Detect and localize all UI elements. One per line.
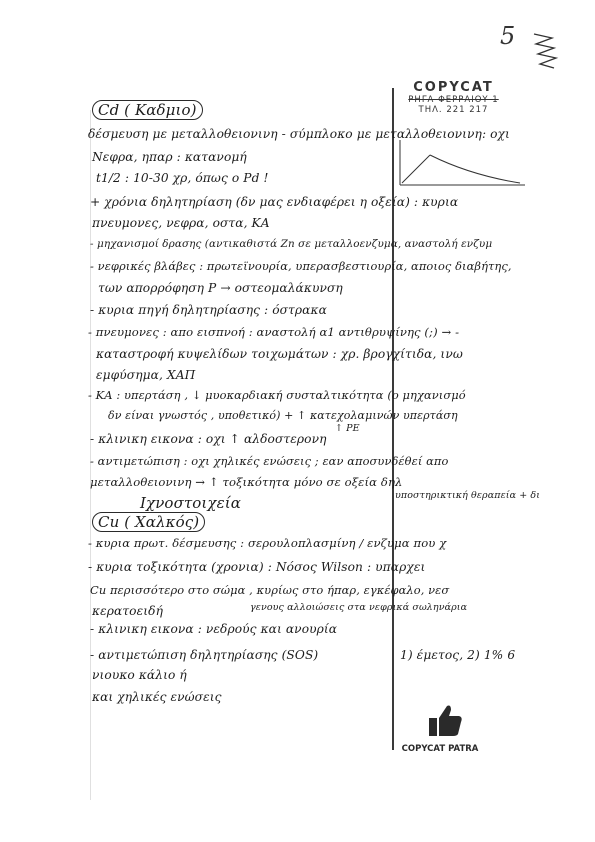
note-line-21: υποστηρικτική θεραπεία + δι [395, 490, 541, 501]
note-line-28: - κλινικη εικονα : νεδρούς και ανουρία [90, 622, 338, 636]
thumbs-up-icon [425, 700, 465, 740]
note-line-2: δέσμευση με μεταλλοθειονινη - σύμπλοκο με μεταλλοθειονινη: οχι [88, 127, 510, 141]
note-line-4: t1/2 : 10-30 χρ, όπως ο Pd ! [96, 171, 269, 185]
stamp-phone: ΤΗΛ. 221 217 [418, 105, 489, 115]
copycat-logo [401, 700, 480, 754]
note-line-5: + χρόνια δηλητηρίαση (δν μας ενδιαφέρει η οξεία) : κυρια [90, 195, 459, 209]
note-line-16: ↑ PE [335, 423, 360, 434]
note-line-19: μεταλλοθειονινη → ↑ τοξικότητα μόνο σε οξεία δηλ [90, 475, 403, 489]
note-line-32: και χηλικές ενώσεις [92, 690, 222, 704]
note-line-13: εμφύσημα, ΧΑΠ [96, 368, 196, 382]
note-line-25: Cu περισσότερο στο σώμα , κυρίως στο ήπαρ, εγκέφαλο, νεσ [90, 583, 450, 597]
copycat-stamp [396, 80, 511, 115]
note-line-24: - κυρια τοξικότητα (χρονια) : Νόσος Wilson : υπαρχει [88, 560, 426, 574]
note-line-9: των απορρόφηση P → οστεομαλάκυνση [98, 281, 343, 295]
stamp-name: COPYCAT [413, 80, 494, 95]
note-line-7: - μηχανισμοί δρασης (αντικαθιστά Zn σε μεταλλοενζυμα, αναστολή ενζυμ [90, 238, 493, 250]
section-heading: Ιχνοστοιχεία [140, 494, 241, 512]
note-line-11: - πνευμονες : απο εισπνοή : αναστολή α1 αντιθρυψίνης (;) → - [88, 325, 460, 339]
note-line-17: - κλινικη εικονα : οχι ↑ αλδοστερονη [90, 432, 327, 446]
sketch-graph [390, 135, 530, 195]
note-line-27: γενους αλλοιώσεις στα νεφρικά σωληνάρια [250, 602, 468, 613]
note-line-10: - κυρια πηγή δηλητηρίασης : όστρακα [90, 303, 327, 317]
note-line-15: δν είναι γνωστός , υποθετικό) + ↑ κατεχολαμινών υπερτάση [108, 409, 458, 422]
note-line-26: κερατοειδή [92, 604, 163, 618]
note-line-18: - αντιμετώπιση : οχι χηλικές ενώσεις ; εαν αποσυνδέθεί απο [90, 454, 449, 468]
note-line-31: νιουκο κάλιο ή [92, 668, 187, 682]
note-line-8: - νεφρικές βλάβες : πρωτεϊνουρία, υπερασβεστιουρία, αποιος διαβήτης, [90, 259, 512, 273]
logo-label: COPYCAT PATRA [401, 744, 479, 754]
squiggle-mark [530, 28, 560, 73]
note-line-6: πνευμονες, νεφρα, οστα, ΚΑ [92, 216, 270, 230]
note-line-3: Νεφρα, ηπαρ : κατανομή [92, 150, 247, 164]
note-line-30: 1) έμετος, 2) 1% 6 [400, 648, 516, 662]
note-line-1: Cd ( Καδμιο) [92, 100, 203, 120]
stamp-address: ΡΗΓΑ ΦΕΡΡΑΙΟΥ 1 [408, 95, 499, 105]
note-line-14: - ΚΑ : υπερτάση , ↓ μυοκαρδιακή συσταλτικότητα (ο μηχανισμό [88, 388, 466, 402]
page-number: 5 [500, 22, 516, 50]
note-line-22: Cu ( Χαλκός) [92, 512, 205, 532]
note-line-12: καταστροφή κυψελίδων τοιχωμάτων : χρ. βρογχίτιδα, ινω [96, 347, 463, 361]
note-line-29: - αντιμετώπιση δηλητηρίασης (SOS) [90, 648, 319, 662]
note-line-23: - κυρια πρωτ. δέσμευσης : σερουλοπλασμίνη / ενζυμα που χ [88, 536, 447, 550]
